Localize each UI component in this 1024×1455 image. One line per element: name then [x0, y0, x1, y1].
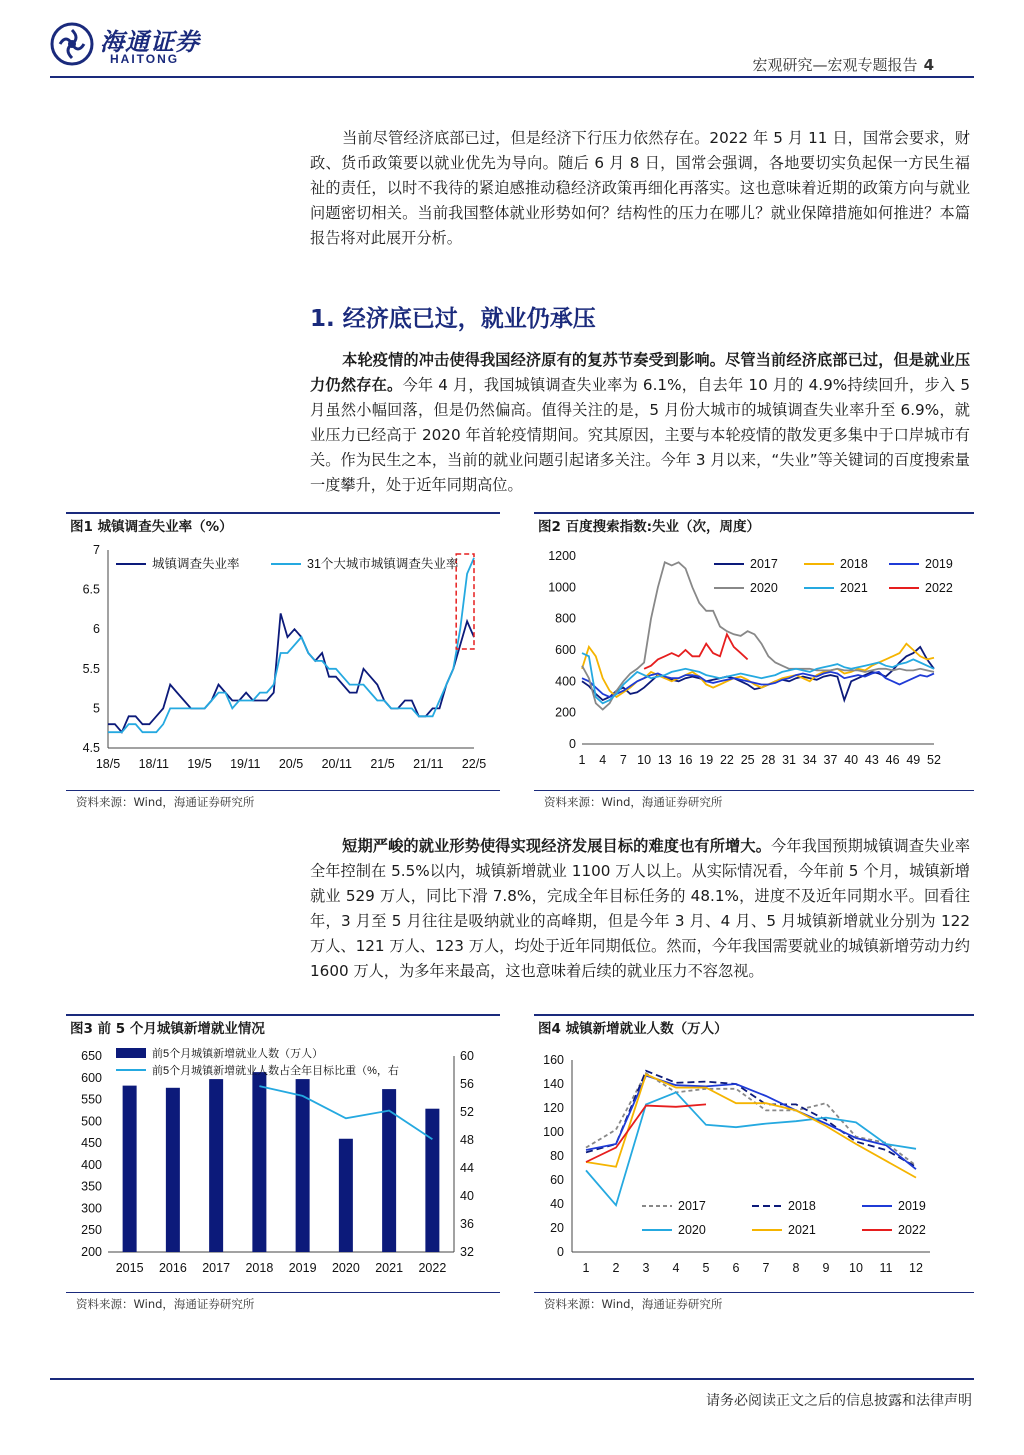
- figure-2-source: 资料来源：Wind，海通证券研究所: [544, 795, 723, 809]
- x-tick-label: 2017: [202, 1261, 231, 1275]
- legend-2-label: 2019: [898, 1199, 926, 1213]
- x-tick-label: 18/5: [95, 757, 121, 771]
- chart-first5months-new-jobs: [66, 1042, 500, 1292]
- header-section-label: 宏观研究—宏观专题报告: [752, 56, 918, 74]
- y-tick-label: 200: [555, 705, 576, 720]
- x-tick-label: 31: [782, 753, 797, 767]
- logo-cn-text: 海通证券: [100, 27, 200, 56]
- x-tick-label: 1: [578, 753, 586, 767]
- x-tick-label: 4: [672, 1261, 680, 1275]
- legend-0-label: 2017: [750, 557, 778, 571]
- y-tick-label: 600: [81, 1070, 102, 1085]
- x-tick-label: 25: [740, 753, 755, 767]
- x-tick-label: 19/5: [187, 757, 212, 771]
- paragraph-2-body: 今年 4 月，我国城镇调查失业率为 6.1%，自去年 10 月的 4.9%持续回升，步入 5 月虽然小幅回落，但是仍然偏高。值得关注的是，5 月份大城市的城镇调查失业率升至 6.9%，就业压力已经高于 2020 年首轮疫情期间。究其原因，主要与本轮疫情的散发更多集中于口岸城市有关。作为民生之本，当前的就业问题引起诸多关注。今年 3 月以来，“失业”等关键词的百度搜索量一度攀升，处于近年同期高位。: [310, 376, 970, 494]
- paragraph-2: [310, 348, 970, 498]
- legend-4-label: 2021: [840, 581, 868, 595]
- series-line-5: [644, 634, 748, 669]
- y-tick-label: 300: [81, 1201, 102, 1216]
- x-tick-label: 46: [885, 753, 900, 767]
- x-tick-label: 21/11: [413, 757, 444, 771]
- legend-2-label: 2019: [925, 557, 953, 571]
- y-tick-label: 20: [550, 1221, 564, 1235]
- figure-2-source-rule: [534, 790, 974, 791]
- y2-tick-label: 48: [460, 1133, 474, 1147]
- legend-3-label: 2020: [678, 1223, 706, 1237]
- y-tick-label: 7: [93, 543, 100, 557]
- figure-3: [66, 1014, 500, 1316]
- legend-1-label: 31个大城市城镇调查失业率: [307, 557, 459, 571]
- x-tick-label: 6: [732, 1261, 740, 1275]
- y-tick-label: 0: [557, 1245, 564, 1259]
- series-line-0: [108, 613, 474, 732]
- y-tick-label: 1200: [548, 549, 576, 563]
- figure-2-title: 图2 百度搜索指数:失业（次，周度）: [534, 512, 974, 538]
- legend-5-label: 2022: [925, 581, 953, 595]
- legend-5-label: 2022: [898, 1223, 926, 1237]
- figure-1-source-rule: [66, 790, 500, 791]
- x-tick-label: 7: [619, 753, 627, 767]
- legend-1-label: 2018: [788, 1199, 816, 1213]
- x-tick-label: 19: [699, 753, 714, 767]
- y-tick-label: 4.5: [82, 741, 100, 755]
- x-tick-label: 4: [599, 753, 607, 767]
- legend-0-label: 前5个月城镇新增就业人数（万人）: [152, 1048, 324, 1060]
- legend-4-label: 2021: [788, 1223, 816, 1237]
- paragraph-3: [310, 834, 970, 984]
- figure-3-source-rule: [66, 1292, 500, 1293]
- chart-unemployment-rate: [66, 540, 500, 790]
- y-tick-label: 0: [569, 737, 576, 751]
- page-header: [50, 20, 974, 78]
- series-line-1: [108, 558, 474, 732]
- figure-2: [534, 512, 974, 814]
- y-tick-label: 400: [81, 1157, 102, 1172]
- figure-3-title: 图3 前 5 个月城镇新增就业情况: [66, 1014, 500, 1040]
- y-tick-label: 5: [93, 701, 100, 716]
- legend-1-label: 2018: [840, 557, 868, 571]
- bar-2020: [339, 1139, 353, 1252]
- x-tick-label: 22/5: [461, 757, 487, 771]
- x-tick-label: 2: [612, 1261, 620, 1275]
- x-tick-label: 2020: [331, 1261, 360, 1275]
- y-tick-label: 800: [555, 611, 576, 626]
- chart-baidu-search-index: [534, 540, 974, 790]
- logo-en-text: HAITONG: [110, 52, 180, 66]
- figure-4-source: 资料来源：Wind，海通证券研究所: [544, 1297, 723, 1311]
- y2-tick-label: 52: [460, 1105, 474, 1119]
- legend-0-label: 2017: [678, 1199, 706, 1213]
- chart-monthly-new-jobs: [534, 1042, 974, 1292]
- y-tick-label: 80: [550, 1149, 564, 1163]
- figure-1-title: 图1 城镇调查失业率（%）: [66, 512, 500, 538]
- x-tick-label: 2019: [288, 1261, 317, 1275]
- y-tick-label: 120: [543, 1101, 564, 1115]
- x-tick-label: 21/5: [370, 757, 395, 771]
- x-tick-label: 9: [822, 1261, 830, 1275]
- y-tick-label: 160: [543, 1053, 564, 1067]
- section-title: 1. 经济底已过，就业仍承压: [310, 306, 596, 332]
- haitong-logo-icon: [50, 22, 94, 66]
- figure-1-source: 资料来源：Wind，海通证券研究所: [76, 795, 255, 809]
- y-tick-label: 100: [543, 1125, 564, 1139]
- x-tick-label: 2021: [375, 1261, 404, 1275]
- series-line-5: [586, 1104, 706, 1162]
- logo: [50, 20, 250, 70]
- y-tick-label: 140: [543, 1077, 564, 1091]
- page-number: 4: [923, 56, 934, 74]
- x-tick-label: 2022: [418, 1261, 447, 1275]
- y-tick-label: 650: [81, 1049, 102, 1063]
- x-tick-label: 34: [802, 753, 817, 767]
- x-tick-label: 2015: [115, 1261, 144, 1275]
- bar-2018: [252, 1072, 266, 1252]
- y2-tick-label: 36: [460, 1217, 474, 1231]
- y-tick-label: 60: [550, 1173, 564, 1187]
- legend-1-label: 前5个月城镇新增就业人数占全年目标比重（%，右: [152, 1065, 399, 1077]
- y-tick-label: 500: [81, 1114, 102, 1129]
- y2-tick-label: 32: [460, 1245, 474, 1259]
- x-tick-label: 10: [637, 753, 652, 767]
- figure-4-title: 图4 城镇新增就业人数（万人）: [534, 1014, 974, 1040]
- footer-rule: [50, 1378, 974, 1380]
- legend-0-swatch: [116, 1048, 146, 1058]
- x-tick-label: 2016: [158, 1261, 187, 1275]
- figure-4: [534, 1014, 974, 1316]
- y-tick-label: 400: [555, 674, 576, 689]
- footer-disclaimer: 请务必阅读正文之后的信息披露和法律声明: [706, 1393, 972, 1409]
- x-tick-label: 20/11: [321, 757, 352, 771]
- y-tick-label: 450: [81, 1136, 102, 1151]
- y2-tick-label: 60: [460, 1049, 474, 1063]
- x-tick-label: 28: [761, 753, 776, 767]
- series-line-2: [586, 1076, 916, 1170]
- intro-text: 当前尽管经济底部已过，但是经济下行压力依然存在。2022 年 5 月 11 日，国常会要求，财政、货币政策要以就业优先为导向。随后 6 月 8 日，国常会强调，各地要切实负起保一方民生福祉的责任，以时不我待的紧迫感推动稳经济政策再细化再落实。这也意味着近期的政策方向与就业问题密切相关。当前我国整体就业形势如何？结构性的压力在哪儿？就业保障措施如何推进？本篇报告将对此展开分析。: [310, 129, 970, 247]
- paragraph-2-lead: 本轮疫情的冲击使得我国经济原有的复苏节奏受到影响。尽管当前经济底部已过，但是就业压力仍然存在。: [310, 351, 970, 394]
- y-tick-label: 5.5: [82, 661, 100, 676]
- y-tick-label: 550: [81, 1092, 102, 1107]
- y2-tick-label: 44: [460, 1161, 474, 1175]
- x-tick-label: 40: [844, 753, 859, 767]
- x-tick-label: 7: [762, 1261, 770, 1275]
- bar-2016: [166, 1088, 180, 1252]
- y-tick-label: 6: [93, 622, 100, 637]
- y-tick-label: 600: [555, 643, 576, 657]
- bar-2019: [296, 1079, 310, 1252]
- x-tick-label: 13: [657, 753, 672, 767]
- x-tick-label: 10: [849, 1261, 863, 1275]
- figure-4-source-rule: [534, 1292, 974, 1293]
- y-tick-label: 6.5: [82, 582, 100, 597]
- y-tick-label: 200: [81, 1245, 102, 1259]
- bar-2015: [123, 1086, 137, 1252]
- x-tick-label: 12: [909, 1261, 923, 1275]
- legend-0-label: 城镇调查失业率: [152, 557, 240, 571]
- x-tick-label: 8: [792, 1261, 800, 1275]
- x-tick-label: 5: [702, 1261, 710, 1275]
- y-tick-label: 40: [550, 1197, 564, 1211]
- bar-2017: [209, 1079, 223, 1252]
- x-tick-label: 18/11: [138, 757, 169, 771]
- x-tick-label: 3: [642, 1261, 650, 1275]
- y-tick-label: 250: [81, 1223, 102, 1238]
- x-tick-label: 37: [823, 753, 838, 767]
- x-tick-label: 16: [678, 753, 693, 767]
- x-tick-label: 22: [719, 753, 734, 767]
- x-tick-label: 43: [864, 753, 879, 767]
- figure-3-source: 资料来源：Wind，海通证券研究所: [76, 1297, 255, 1311]
- legend-3-label: 2020: [750, 581, 778, 595]
- x-tick-label: 19/11: [230, 757, 261, 771]
- x-tick-label: 52: [927, 753, 941, 767]
- intro-paragraph: [310, 126, 970, 251]
- y-tick-label: 350: [81, 1179, 102, 1194]
- figure-1: [66, 512, 500, 814]
- ratio-line: [259, 1086, 432, 1139]
- y2-tick-label: 40: [460, 1189, 474, 1203]
- x-tick-label: 2018: [245, 1261, 274, 1275]
- bar-2022: [425, 1109, 439, 1252]
- x-tick-label: 11: [879, 1261, 893, 1275]
- header-rule: [50, 76, 974, 78]
- header-section: [753, 54, 934, 75]
- x-tick-label: 1: [582, 1261, 590, 1275]
- x-tick-label: 20/5: [278, 757, 304, 771]
- paragraph-3-body: 今年我国预期城镇调查失业率全年控制在 5.5%以内，城镇新增就业 1100 万人以上。从实际情况看，今年前 5 个月，城镇新增就业 529 万人，同比下滑 7.8%，完成全年目标任务的 48.1%，进度不及近年同期水平。回看往年，3 月至 5 月往往是吸纳就业的高峰期，但是今年 3 月、4 月、5 月城镇新增就业分别为 122 万人、121 万人、123 万人，均处于近年同期低位。然而，今年我国需要就业的城镇新增劳动力约 1600 万人，为多年来最高，这也意味着后续的就业压力不容忽视。: [310, 837, 971, 980]
- y-tick-label: 1000: [548, 580, 576, 595]
- x-tick-label: 49: [906, 753, 921, 767]
- y2-tick-label: 56: [460, 1077, 474, 1091]
- paragraph-3-lead: 短期严峻的就业形势使得实现经济发展目标的难度也有所增大。: [342, 837, 772, 855]
